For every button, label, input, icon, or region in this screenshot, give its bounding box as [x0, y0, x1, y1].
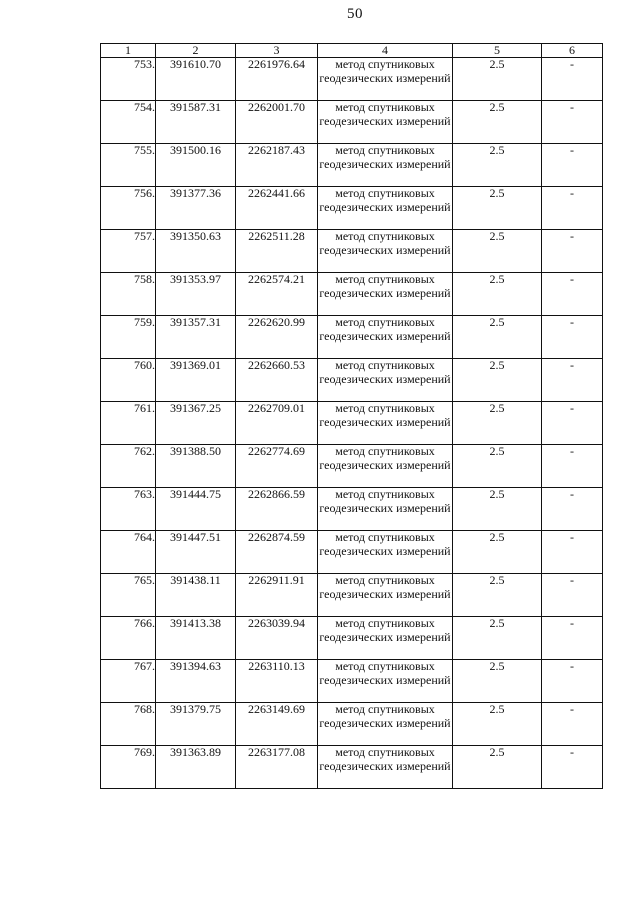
coord-y: 2262774.69 — [236, 445, 318, 488]
table-row — [101, 531, 603, 574]
coord-x: 391500.16 — [156, 144, 236, 187]
point-number: 755. — [101, 144, 156, 187]
point-number: 767. — [101, 660, 156, 703]
coord-x: 391363.89 — [156, 746, 236, 789]
table-row — [101, 273, 603, 316]
description: - — [542, 746, 603, 789]
point-number: 763. — [101, 488, 156, 531]
table-row — [101, 660, 603, 703]
accuracy: 2.5 — [453, 488, 542, 531]
coord-x: 391377.36 — [156, 187, 236, 230]
point-number: 754. — [101, 101, 156, 144]
accuracy: 2.5 — [453, 746, 542, 789]
method: метод спутниковых геодезических измерений — [318, 531, 453, 574]
point-number: 762. — [101, 445, 156, 488]
header-col-3: 3 — [236, 44, 318, 58]
coord-x: 391350.63 — [156, 230, 236, 273]
accuracy: 2.5 — [453, 316, 542, 359]
table-body — [101, 58, 603, 789]
page-number: 50 — [347, 6, 363, 22]
method: метод спутниковых геодезических измерений — [318, 703, 453, 746]
table-header — [101, 44, 603, 58]
accuracy: 2.5 — [453, 703, 542, 746]
coord-x: 391357.31 — [156, 316, 236, 359]
point-number: 758. — [101, 273, 156, 316]
coord-y: 2263039.94 — [236, 617, 318, 660]
method: метод спутниковых геодезических измерений — [318, 58, 453, 101]
coord-x: 391353.97 — [156, 273, 236, 316]
coordinates-table — [100, 43, 603, 789]
accuracy: 2.5 — [453, 144, 542, 187]
coord-y: 2262187.43 — [236, 144, 318, 187]
description: - — [542, 660, 603, 703]
header-col-5: 5 — [453, 44, 542, 58]
description: - — [542, 230, 603, 273]
accuracy: 2.5 — [453, 402, 542, 445]
method: метод спутниковых геодезических измерений — [318, 316, 453, 359]
point-number: 766. — [101, 617, 156, 660]
method: метод спутниковых геодезических измерений — [318, 402, 453, 445]
coord-x: 391447.51 — [156, 531, 236, 574]
point-number: 769. — [101, 746, 156, 789]
coord-x: 391394.63 — [156, 660, 236, 703]
table-row — [101, 574, 603, 617]
method: метод спутниковых геодезических измерений — [318, 359, 453, 402]
method: метод спутниковых геодезических измерений — [318, 187, 453, 230]
description: - — [542, 402, 603, 445]
coord-y: 2262874.59 — [236, 531, 318, 574]
accuracy: 2.5 — [453, 445, 542, 488]
method: метод спутниковых геодезических измерений — [318, 617, 453, 660]
accuracy: 2.5 — [453, 58, 542, 101]
method: метод спутниковых геодезических измерений — [318, 746, 453, 789]
point-number: 759. — [101, 316, 156, 359]
method: метод спутниковых геодезических измерений — [318, 273, 453, 316]
coord-y: 2262574.21 — [236, 273, 318, 316]
header-col-2: 2 — [156, 44, 236, 58]
coord-x: 391367.25 — [156, 402, 236, 445]
table-row — [101, 703, 603, 746]
header-col-4: 4 — [318, 44, 453, 58]
point-number: 753. — [101, 58, 156, 101]
accuracy: 2.5 — [453, 574, 542, 617]
method: метод спутниковых геодезических измерений — [318, 445, 453, 488]
method: метод спутниковых геодезических измерений — [318, 144, 453, 187]
coord-y: 2262709.01 — [236, 402, 318, 445]
description: - — [542, 531, 603, 574]
point-number: 757. — [101, 230, 156, 273]
coord-y: 2263149.69 — [236, 703, 318, 746]
method: метод спутниковых геодезических измерений — [318, 230, 453, 273]
header-col-1: 1 — [101, 44, 156, 58]
coord-y: 2263110.13 — [236, 660, 318, 703]
description: - — [542, 144, 603, 187]
accuracy: 2.5 — [453, 187, 542, 230]
coord-y: 2262441.66 — [236, 187, 318, 230]
description: - — [542, 488, 603, 531]
table-row — [101, 187, 603, 230]
table-row — [101, 359, 603, 402]
accuracy: 2.5 — [453, 273, 542, 316]
coord-x: 391444.75 — [156, 488, 236, 531]
table-row — [101, 617, 603, 660]
table-row — [101, 144, 603, 187]
coord-x: 391413.38 — [156, 617, 236, 660]
header-col-6: 6 — [542, 44, 603, 58]
coord-y: 2262001.70 — [236, 101, 318, 144]
point-number: 761. — [101, 402, 156, 445]
description: - — [542, 574, 603, 617]
description: - — [542, 187, 603, 230]
description: - — [542, 703, 603, 746]
accuracy: 2.5 — [453, 101, 542, 144]
description: - — [542, 445, 603, 488]
method: метод спутниковых геодезических измерений — [318, 488, 453, 531]
accuracy: 2.5 — [453, 531, 542, 574]
coord-y: 2262620.99 — [236, 316, 318, 359]
coord-x: 391379.75 — [156, 703, 236, 746]
accuracy: 2.5 — [453, 660, 542, 703]
description: - — [542, 617, 603, 660]
description: - — [542, 101, 603, 144]
table-row — [101, 101, 603, 144]
method: метод спутниковых геодезических измерений — [318, 101, 453, 144]
method: метод спутниковых геодезических измерений — [318, 574, 453, 617]
description: - — [542, 359, 603, 402]
point-number: 756. — [101, 187, 156, 230]
coord-y: 2262511.28 — [236, 230, 318, 273]
coord-x: 391369.01 — [156, 359, 236, 402]
point-number: 765. — [101, 574, 156, 617]
coord-x: 391587.31 — [156, 101, 236, 144]
table-row — [101, 58, 603, 101]
coord-x: 391610.70 — [156, 58, 236, 101]
table-row — [101, 316, 603, 359]
coord-x: 391438.11 — [156, 574, 236, 617]
accuracy: 2.5 — [453, 230, 542, 273]
table-row — [101, 746, 603, 789]
header-row — [101, 44, 603, 58]
coord-y: 2263177.08 — [236, 746, 318, 789]
coord-x: 391388.50 — [156, 445, 236, 488]
coord-y: 2262911.91 — [236, 574, 318, 617]
accuracy: 2.5 — [453, 359, 542, 402]
coord-y: 2262660.53 — [236, 359, 318, 402]
method: метод спутниковых геодезических измерений — [318, 660, 453, 703]
point-number: 760. — [101, 359, 156, 402]
point-number: 768. — [101, 703, 156, 746]
point-number: 764. — [101, 531, 156, 574]
description: - — [542, 273, 603, 316]
coord-y: 2262866.59 — [236, 488, 318, 531]
table-row — [101, 230, 603, 273]
coord-y: 2261976.64 — [236, 58, 318, 101]
table-row — [101, 402, 603, 445]
table-row — [101, 488, 603, 531]
description: - — [542, 316, 603, 359]
table-row — [101, 445, 603, 488]
accuracy: 2.5 — [453, 617, 542, 660]
description: - — [542, 58, 603, 101]
